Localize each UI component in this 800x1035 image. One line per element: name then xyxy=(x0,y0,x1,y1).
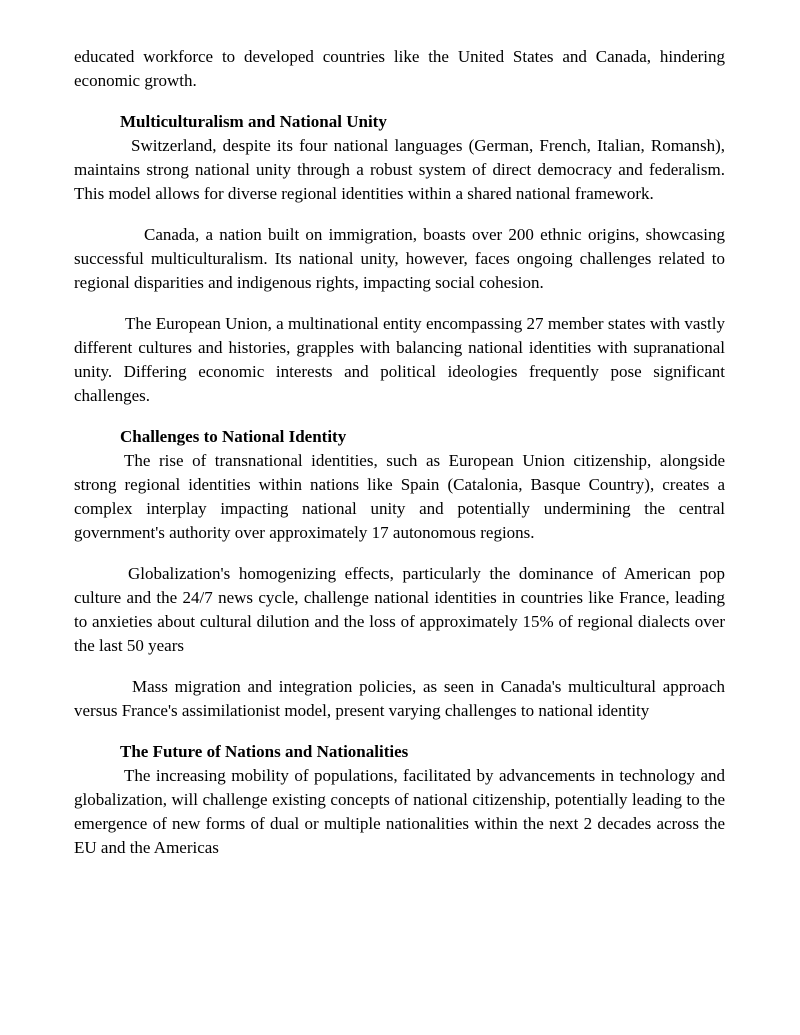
paragraph-switzerland: Switzerland, despite its four national languages (German, French, Italian, Romansh), maintains strong national unity through a robust system of direct democracy and federalism. This model allows for diverse regional identities within a shared national framework. xyxy=(74,136,725,203)
section-heading-challenges: Challenges to National Identity xyxy=(120,427,347,446)
section-heading-future: The Future of Nations and Nationalities xyxy=(120,742,409,761)
paragraph-mobility: The increasing mobility of populations, facilitated by advancements in technology and globalization, will challenge existing concepts of national citizenship, potentially leading to the emergence of new forms of dual or multiple nationalities within the next 2 decades across the EU and the Americas xyxy=(74,766,725,857)
paragraph-transnational-identities: The rise of transnational identities, such as European Union citizenship, alongside strong regional identities within nations like Spain (Catalonia, Basque Country), creates a complex interplay impacting national unity and potentially undermining the central government's authority over approximately 17 autonomous regions. xyxy=(74,451,725,542)
paragraph-canada: Canada, a nation built on immigration, boasts over 200 ethnic origins, showcasing successful multiculturalism. Its national unity, however, faces ongoing challenges related to regional disparities and indigenous rights, impacting social cohesion. xyxy=(74,225,725,292)
section-heading-multiculturalism: Multiculturalism and National Unity xyxy=(120,112,387,131)
paragraph-european-union: The European Union, a multinational entity encompassing 27 member states with vastly different cultures and histories, grapples with balancing national identities with supranational unity. Differing economic interests and political ideologies frequently pose significant challenges. xyxy=(74,314,725,405)
document-page xyxy=(74,45,725,860)
paragraph-globalization: Globalization's homogenizing effects, particularly the dominance of American pop culture and the 24/7 news cycle, challenge national identities in countries like France, leading to anxieties about cultural dilution and the loss of approximately 15% of regional dialects over the last 50 years xyxy=(74,564,725,655)
paragraph-mass-migration: Mass migration and integration policies, as seen in Canada's multicultural approach versus France's assimilationist model, present varying challenges to national identity xyxy=(74,677,725,720)
intro-paragraph: educated workforce to developed countries like the United States and Canada, hindering economic growth. xyxy=(74,47,725,90)
